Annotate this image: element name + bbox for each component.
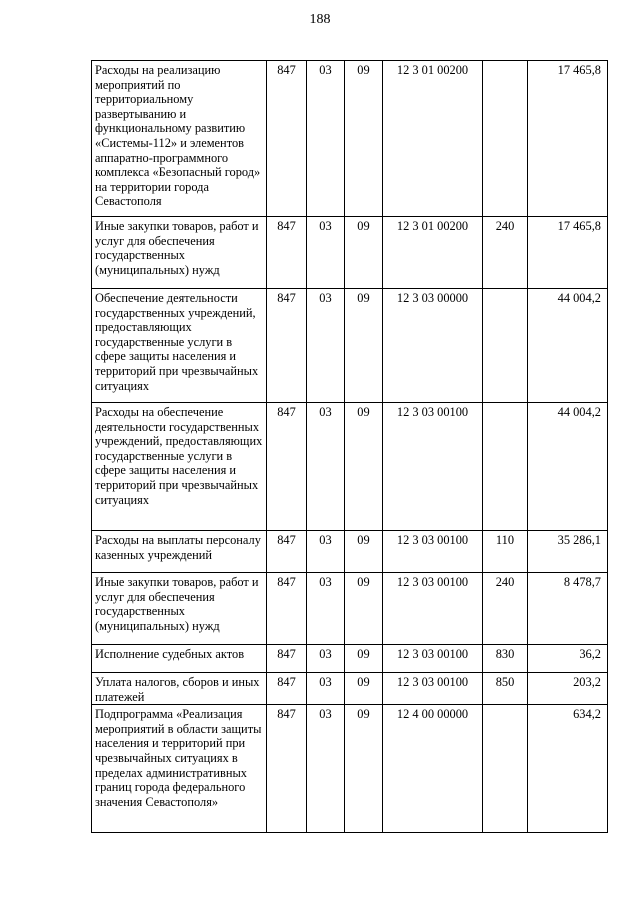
table-row [92, 61, 608, 217]
row-name-cell: Обеспечение деятельности государственных учреждений, предоставляющих государственные услуги в сфере защиты населения и территорий при чрезвычайных ситуациях [92, 289, 267, 403]
vedomstvo-cell: 847 [267, 61, 307, 217]
row-name-cell: Подпрограмма «Реализация мероприятий в области защиты населения и территорий при чрезвычайных ситуациях в пределах административных границ города федерального значения Севастополя» [92, 705, 267, 833]
row-name-cell: Иные закупки товаров, работ и услуг для обеспечения государственных (муниципальных) нужд [92, 573, 267, 645]
vr-cell: 830 [483, 645, 528, 673]
table-row [92, 573, 608, 645]
podrazdel-cell: 09 [345, 61, 383, 217]
csr-cell: 12 4 00 00000 [383, 705, 483, 833]
row-name-cell: Иные закупки товаров, работ и услуг для обеспечения государственных (муниципальных) нужд [92, 217, 267, 289]
budget-table [91, 60, 608, 833]
csr-cell: 12 3 01 00200 [383, 217, 483, 289]
razdel-cell: 03 [307, 705, 345, 833]
vedomstvo-cell: 847 [267, 289, 307, 403]
csr-cell: 12 3 03 00100 [383, 573, 483, 645]
vedomstvo-cell: 847 [267, 573, 307, 645]
amount-cell: 203,2 [528, 673, 608, 705]
amount-cell: 17 465,8 [528, 61, 608, 217]
csr-cell: 12 3 03 00100 [383, 531, 483, 573]
vr-cell [483, 289, 528, 403]
podrazdel-cell: 09 [345, 217, 383, 289]
row-name-cell: Исполнение судебных актов [92, 645, 267, 673]
csr-cell: 12 3 03 00000 [383, 289, 483, 403]
csr-cell: 12 3 03 00100 [383, 403, 483, 531]
razdel-cell: 03 [307, 61, 345, 217]
table-row [92, 403, 608, 531]
podrazdel-cell: 09 [345, 289, 383, 403]
vr-cell: 240 [483, 573, 528, 645]
vr-cell: 110 [483, 531, 528, 573]
csr-cell: 12 3 03 00100 [383, 673, 483, 705]
podrazdel-cell: 09 [345, 403, 383, 531]
table-row [92, 217, 608, 289]
amount-cell: 35 286,1 [528, 531, 608, 573]
amount-cell: 8 478,7 [528, 573, 608, 645]
podrazdel-cell: 09 [345, 645, 383, 673]
vedomstvo-cell: 847 [267, 705, 307, 833]
csr-cell: 12 3 03 00100 [383, 645, 483, 673]
row-name-cell: Расходы на выплаты персоналу казенных учреждений [92, 531, 267, 573]
table-row [92, 645, 608, 673]
razdel-cell: 03 [307, 217, 345, 289]
vr-cell [483, 61, 528, 217]
table-row [92, 705, 608, 833]
row-name-cell: Уплата налогов, сборов и иных платежей [92, 673, 267, 705]
page-number: 188 [309, 12, 331, 27]
amount-cell: 17 465,8 [528, 217, 608, 289]
vedomstvo-cell: 847 [267, 403, 307, 531]
amount-cell: 44 004,2 [528, 289, 608, 403]
vedomstvo-cell: 847 [267, 673, 307, 705]
amount-cell: 36,2 [528, 645, 608, 673]
vr-cell [483, 705, 528, 833]
razdel-cell: 03 [307, 531, 345, 573]
vedomstvo-cell: 847 [267, 531, 307, 573]
amount-cell: 44 004,2 [528, 403, 608, 531]
table-row [92, 673, 608, 705]
vedomstvo-cell: 847 [267, 645, 307, 673]
table-row [92, 531, 608, 573]
razdel-cell: 03 [307, 403, 345, 531]
row-name-cell: Расходы на обеспечение деятельности государственных учреждений, предоставляющих государственные услуги в сфере защиты населения и территорий при чрезвычайных ситуациях [92, 403, 267, 531]
podrazdel-cell: 09 [345, 531, 383, 573]
vr-cell: 850 [483, 673, 528, 705]
vr-cell: 240 [483, 217, 528, 289]
razdel-cell: 03 [307, 645, 345, 673]
table-row [92, 289, 608, 403]
podrazdel-cell: 09 [345, 673, 383, 705]
row-name-cell: Расходы на реализацию мероприятий по территориальному развертыванию и функциональному развитию «Системы-112» и элементов аппаратно-программного комплекса «Безопасный город» на территории города Севастополя [92, 61, 267, 217]
csr-cell: 12 3 01 00200 [383, 61, 483, 217]
vedomstvo-cell: 847 [267, 217, 307, 289]
vr-cell [483, 403, 528, 531]
amount-cell: 634,2 [528, 705, 608, 833]
podrazdel-cell: 09 [345, 573, 383, 645]
razdel-cell: 03 [307, 289, 345, 403]
razdel-cell: 03 [307, 573, 345, 645]
podrazdel-cell: 09 [345, 705, 383, 833]
razdel-cell: 03 [307, 673, 345, 705]
